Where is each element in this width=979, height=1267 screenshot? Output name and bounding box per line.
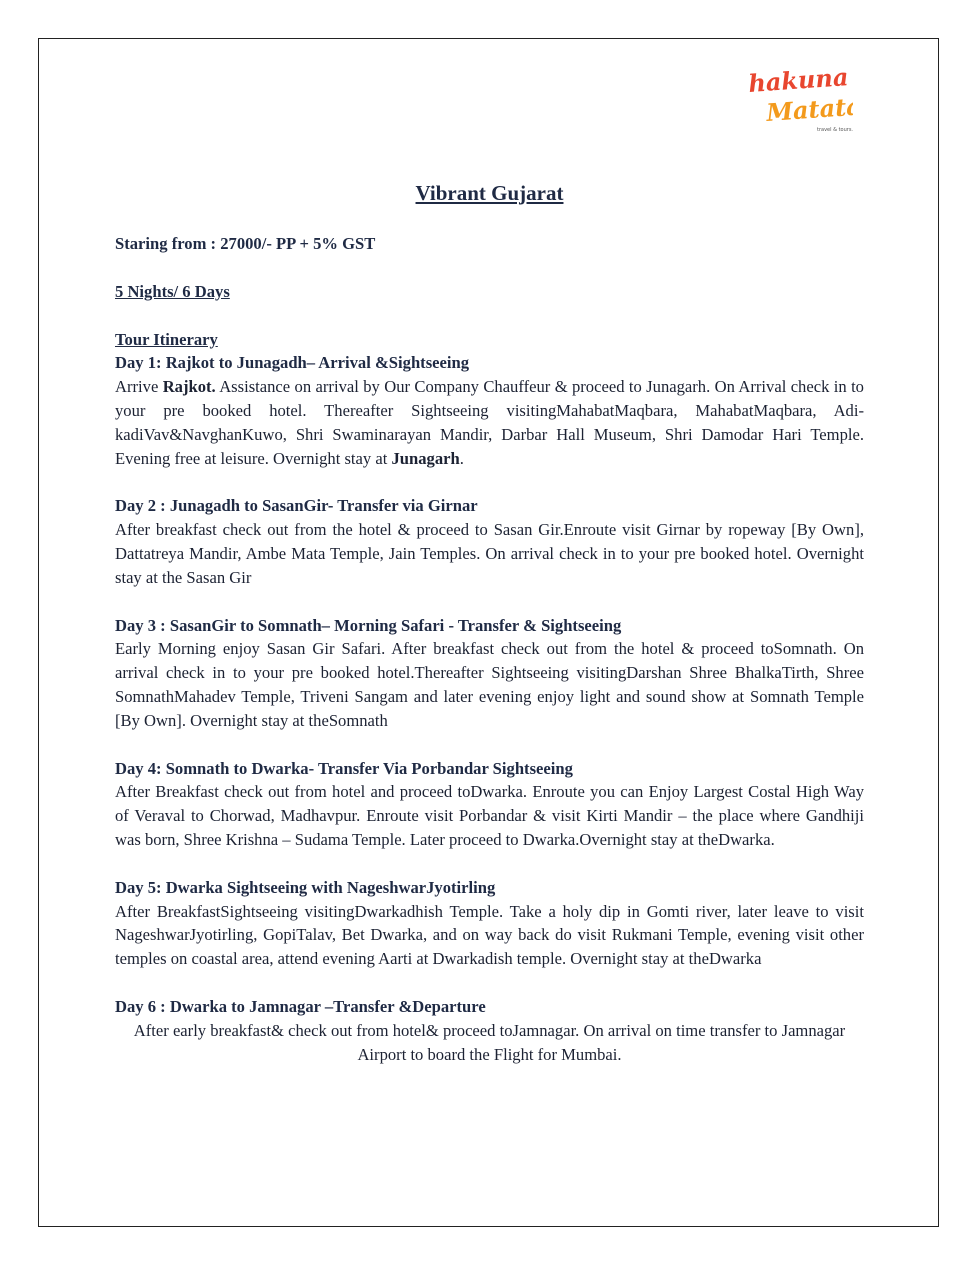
day-heading: Day 5: Dwarka Sightseeing with NageshwarJyotirling [115,877,496,897]
day-description: After breakfast check out from the hotel & proceed to Sasan Gir.Enroute visit Girnar by ropeway [By Own], Dattatreya Mandir, Ambe Mata Temple, Jain Temples. On arrival check in to your pre booked hotel. Overnight stay at the Sasan Gir [115,520,864,587]
day-heading: Day 6 : Dwarka to Jamnagar –Transfer &Departure [115,996,486,1016]
document-content [115,232,864,1090]
day-description: Early Morning enjoy Sasan Gir Safari. After breakfast check out from the hotel & proceed toSomnath. On arrival check in to your pre booked hotel.Thereafter Sightseeing visitingDarshan Shree BhalkaTirth, Shree SomnathMahadev Temple, Triveni Sangam and later evening enjoy light and sound show at Somnath Temple [By Own]. Overnight stay at theSomnath [115,639,864,730]
day-section [115,351,864,470]
day-heading: Day 1: Rajkot to Junagadh– Arrival &Sightseeing [115,353,470,373]
day-description: After early breakfast& check out from hotel& proceed toJamnagar. On arrival on time transfer to Jamnagar Airport to board the Flight for Mumbai. [133,1020,846,1064]
logo-line2: Matata [765,91,853,127]
page-title: Vibrant Gujarat [415,181,564,205]
logo-tagline: travel & tours... [817,127,853,133]
day-description: After BreakfastSightseeing visitingDwarkadhish Temple. Take a holy dip in Gomti river, later leave to visit NageshwarJyotirling, GopiTalav, Bet Dwarka, and on way back do visit Rukmani Temple, evening visit other temples on coastal area, attend evening Aarti at Dwarkadish temple. Overnight stay at theDwarka [115,901,864,969]
day-description: After Breakfast check out from hotel and proceed toDwarka. Enroute you can Enjoy Largest Costal High Way of Veraval to Chorwad, Madhavpur. Enroute visit Porbandar & visit Kirti Mandir – the place where Gandhiji was born, Shree Krishna – Sudama Temple. Later proceed to Dwarka.Overnight stay at theDwarka. [115,782,864,849]
day-heading: Day 2 : Junagadh to SasanGir- Transfer via Girnar [115,496,478,516]
day-section [115,995,864,1066]
itinerary-heading: Tour Itinerary [115,329,218,349]
day-heading: Day 3 : SasanGir to Somnath– Morning Safari - Transfer & Sightseeing [115,615,622,635]
day-section [115,614,864,733]
day-section [115,757,864,852]
day-heading: Day 4: Somnath to Dwarka- Transfer Via Porbandar Sightseeing [115,758,573,778]
duration-line: 5 Nights/ 6 Days [115,281,230,301]
day-section [115,494,864,589]
logo-line1: hakuna [747,66,850,98]
price-line: Staring from : 27000/- PP + 5% GST [115,234,376,253]
brand-logo [745,66,853,136]
day-section [115,876,864,971]
day-description: Arrive Rajkot. Assistance on arrival by Our Company Chauffeur & proceed to Junagarh. On Arrival check in to your pre booked hotel. Thereafter Sightseeing visitingMahabatMaqbara, MahabatMaqbara, Adi-kadiVav&NavghanKuwo, Shri Swaminarayan Mandir, Darbar Hall Museum, Shri Damodar Hari Temple. Evening free at leisure. Overnight stay at Junagarh. [115,377,864,468]
